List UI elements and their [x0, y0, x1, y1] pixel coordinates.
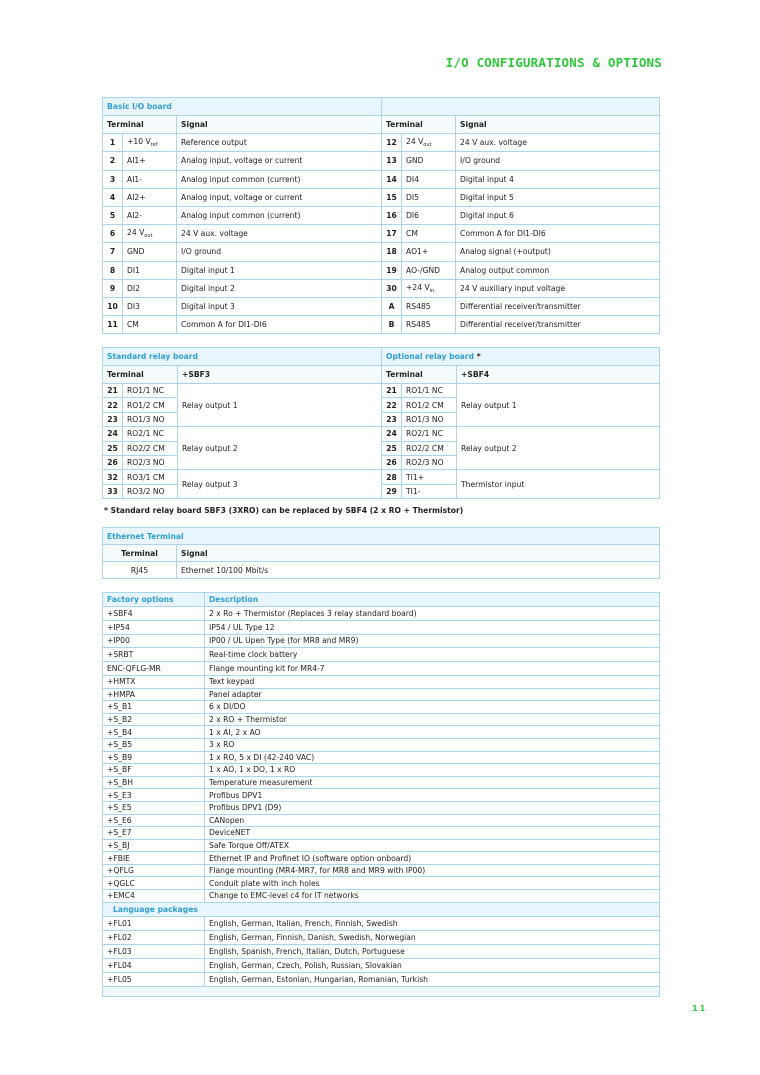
relay-terminal: RO1/2 CM [402, 398, 457, 412]
option-row [103, 607, 660, 621]
io-row [103, 243, 660, 261]
option-description: English, Spanish, French, Italian, Dutch, Portuguese [205, 944, 660, 958]
relay-num: 32 [103, 470, 123, 484]
option-description: IP00 / UL Upen Type (for MR8 and MR9) [205, 634, 660, 648]
option-description: Change to EMC-level c4 for IT networks [205, 890, 660, 903]
option-code: +S_E6 [103, 814, 205, 827]
basic-io-table [102, 97, 660, 334]
option-code: +S_BJ [103, 839, 205, 852]
option-code: +S_B5 [103, 738, 205, 751]
io-terminal-number: 4 [103, 188, 123, 206]
option-row [103, 738, 660, 751]
io-signal-description: Digital input 4 [456, 170, 660, 188]
io-terminal-header-left: Terminal [103, 116, 177, 134]
relay-boards-table [102, 347, 660, 499]
io-row [103, 152, 660, 170]
factory-options-table [102, 592, 660, 997]
option-description: DeviceNET [205, 827, 660, 840]
relay-num: 29 [382, 484, 402, 498]
relay-num: 28 [382, 470, 402, 484]
io-signal-description: 24 V aux. voltage [456, 134, 660, 152]
option-description: 2 x RO + Thermistor [205, 713, 660, 726]
relay-terminal: RO1/1 NC [402, 384, 457, 398]
io-terminal-number: B [382, 316, 402, 334]
option-code: +EMC4 [103, 890, 205, 903]
option-row [103, 675, 660, 688]
io-signal-description: Digital input 2 [177, 279, 382, 297]
option-code: +S_E7 [103, 827, 205, 840]
io-terminal-name: AI2- [123, 206, 177, 224]
io-signal-description: Reference output [177, 134, 382, 152]
option-code: +QGLC [103, 877, 205, 890]
option-description: 1 x RO, 5 x DI (42-240 VAC) [205, 751, 660, 764]
basic-io-section-blank [382, 98, 660, 116]
io-terminal-number: 17 [382, 225, 402, 243]
io-row [103, 297, 660, 315]
io-signal-header-right: Signal [456, 116, 660, 134]
option-code: +FL03 [103, 944, 205, 958]
ethernet-terminal-header: Terminal [103, 545, 177, 562]
option-code: +FL05 [103, 972, 205, 986]
io-terminal-name: GND [123, 243, 177, 261]
option-code: +HMPA [103, 688, 205, 701]
io-row [103, 206, 660, 224]
option-code: +S_BH [103, 776, 205, 789]
relay-terminal: RO3/1 CM [123, 470, 178, 484]
io-terminal-number: 3 [103, 170, 123, 188]
standard-relay-section-title: Standard relay board [103, 348, 382, 366]
option-description: Safe Torque Off/ATEX [205, 839, 660, 852]
io-terminal-name: AI2+ [123, 188, 177, 206]
option-row [103, 662, 660, 676]
io-terminal-number: 6 [103, 225, 123, 243]
option-row [103, 916, 660, 930]
relay-num: 24 [103, 427, 123, 441]
io-terminal-name: RS485 [402, 316, 456, 334]
option-code: +HMTX [103, 675, 205, 688]
option-row [103, 713, 660, 726]
io-terminal-name: DI6 [402, 206, 456, 224]
io-signal-description: Analog input common (current) [177, 206, 382, 224]
option-description: Panel adapter [205, 688, 660, 701]
option-code: +FBIE [103, 852, 205, 865]
option-code: +FL04 [103, 958, 205, 972]
io-terminal-name: DI5 [402, 188, 456, 206]
io-row [103, 279, 660, 297]
option-row [103, 726, 660, 739]
option-code: ENC-QFLG-MR [103, 662, 205, 676]
relay-terminal: RO2/2 CM [123, 441, 178, 455]
io-row [103, 225, 660, 243]
option-row [103, 864, 660, 877]
relay-group-label: Relay output 2 [178, 427, 382, 470]
option-code: +S_BF [103, 764, 205, 777]
relay-num: 21 [382, 384, 402, 398]
io-signal-description: Digital input 5 [456, 188, 660, 206]
io-terminal-header-right: Terminal [382, 116, 456, 134]
option-code: +S_B9 [103, 751, 205, 764]
option-row [103, 701, 660, 714]
option-row [103, 890, 660, 903]
relay-terminal: RO1/3 NO [402, 412, 457, 426]
io-terminal-number: 15 [382, 188, 402, 206]
option-row [103, 620, 660, 634]
io-terminal-name: AO1+ [402, 243, 456, 261]
ethernet-signal-value: Ethernet 10/100 Mbit/s [177, 562, 660, 579]
option-code: +IP00 [103, 634, 205, 648]
option-code: +S_E3 [103, 789, 205, 802]
option-code: +FL02 [103, 930, 205, 944]
io-row [103, 170, 660, 188]
page-number: 11 [692, 1004, 708, 1013]
io-terminal-number: 2 [103, 152, 123, 170]
option-row [103, 814, 660, 827]
relay-group-label: Relay output 2 [457, 427, 660, 470]
io-terminal-number: A [382, 297, 402, 315]
io-signal-description: 24 V auxiliary input voltage [456, 279, 660, 297]
relay-terminal: RO1/3 NO [123, 412, 178, 426]
option-description: IP54 / UL Type 12 [205, 620, 660, 634]
relay-num: 25 [382, 441, 402, 455]
io-signal-description: I/O ground [456, 152, 660, 170]
io-terminal-number: 11 [103, 316, 123, 334]
io-terminal-name: 24 $V_{out}$ [123, 225, 177, 243]
description-header: Description [205, 593, 660, 607]
io-terminal-name: AI1+ [123, 152, 177, 170]
io-signal-description: Common A for DI1-DI6 [177, 316, 382, 334]
option-row [103, 751, 660, 764]
relay-terminal: RO1/2 CM [123, 398, 178, 412]
relay-footnote: * Standard relay board SBF3 (3XRO) can be replaced by SBF4 (2 x RO + Thermistor) [104, 506, 464, 515]
io-row [103, 261, 660, 279]
relay-terminal: TI1+ [402, 470, 457, 484]
option-description: English, German, Italian, French, Finnish, Swedish [205, 916, 660, 930]
option-row [103, 688, 660, 701]
option-row [103, 877, 660, 890]
io-terminal-number: 30 [382, 279, 402, 297]
option-code: +S_B2 [103, 713, 205, 726]
relay-group-label: Relay output 3 [178, 470, 382, 499]
io-terminal-number: 9 [103, 279, 123, 297]
option-description: Flange mounting kit for MR4-7 [205, 662, 660, 676]
relay-terminal-header-left: Terminal [103, 366, 178, 384]
io-terminal-number: 16 [382, 206, 402, 224]
relay-num: 22 [382, 398, 402, 412]
io-terminal-name: AO-/GND [402, 261, 456, 279]
relay-num: 24 [382, 427, 402, 441]
io-terminal-number: 7 [103, 243, 123, 261]
relay-num: 26 [103, 455, 123, 469]
relay-terminal: RO2/1 NC [402, 427, 457, 441]
io-terminal-number: 19 [382, 261, 402, 279]
io-terminal-name: AI1- [123, 170, 177, 188]
option-row [103, 839, 660, 852]
option-code: +FL01 [103, 916, 205, 930]
io-terminal-number: 5 [103, 206, 123, 224]
io-terminal-number: 13 [382, 152, 402, 170]
io-terminal-name: +24 $V_{in}$ [402, 279, 456, 297]
io-terminal-number: 14 [382, 170, 402, 188]
option-code: +QFLG [103, 864, 205, 877]
option-row [103, 852, 660, 865]
io-terminal-name: DI4 [402, 170, 456, 188]
option-code: +SBF4 [103, 607, 205, 621]
io-terminal-name: GND [402, 152, 456, 170]
option-description: Text keypad [205, 675, 660, 688]
io-signal-description: Analog signal (+output) [456, 243, 660, 261]
option-description: Temperature measurement [205, 776, 660, 789]
option-description: Real-time clock battery [205, 648, 660, 662]
io-signal-description: Differential receiver/transmitter [456, 316, 660, 334]
option-description: Profibus DPV1 (D9) [205, 801, 660, 814]
relay-terminal: RO2/2 CM [402, 441, 457, 455]
io-signal-description: Analog output common [456, 261, 660, 279]
io-terminal-name: DI2 [123, 279, 177, 297]
option-row [103, 648, 660, 662]
option-description: 1 x AI, 2 x AO [205, 726, 660, 739]
io-signal-description: Common A for DI1-DI6 [456, 225, 660, 243]
io-terminal-number: 12 [382, 134, 402, 152]
option-row [103, 827, 660, 840]
option-description: English, German, Czech, Polish, Russian, Slovakian [205, 958, 660, 972]
relay-terminal: RO2/3 NO [402, 455, 457, 469]
relay-group-label: Relay output 1 [457, 384, 660, 427]
option-description: 6 x DI/DO [205, 701, 660, 714]
option-row [103, 634, 660, 648]
option-description: English, German, Estonian, Hungarian, Romanian, Turkish [205, 972, 660, 986]
relay-terminal: RO3/2 NO [123, 484, 178, 498]
option-code: +S_E5 [103, 801, 205, 814]
io-signal-description: 24 V aux. voltage [177, 225, 382, 243]
relay-terminal-header-right: Terminal [382, 366, 457, 384]
io-terminal-name: CM [123, 316, 177, 334]
sbf4-header: +SBF4 [457, 366, 660, 384]
option-description: 2 x Ro + Thermistor (Replaces 3 relay standard board) [205, 607, 660, 621]
option-description: English, German, Finnish, Danish, Swedish, Norwegian [205, 930, 660, 944]
io-terminal-number: 1 [103, 134, 123, 152]
option-description: CANopen [205, 814, 660, 827]
option-row [103, 764, 660, 777]
option-code: +SRBT [103, 648, 205, 662]
page-title: I/O CONFIGURATIONS & OPTIONS [445, 55, 662, 70]
io-terminal-name: +10 $V_{ref}$ [123, 134, 177, 152]
option-row [103, 944, 660, 958]
option-code: +S_B4 [103, 726, 205, 739]
io-row [103, 188, 660, 206]
table-end-blank [103, 986, 660, 996]
relay-terminal: RO2/3 NO [123, 455, 178, 469]
relay-terminal: RO2/1 NC [123, 427, 178, 441]
io-signal-description: Digital input 3 [177, 297, 382, 315]
io-signal-description: Digital input 6 [456, 206, 660, 224]
relay-terminal: TI1- [402, 484, 457, 498]
io-terminal-name: RS485 [402, 297, 456, 315]
option-code: +IP54 [103, 620, 205, 634]
ethernet-signal-header: Signal [177, 545, 660, 562]
option-code: +S_B1 [103, 701, 205, 714]
relay-num: 25 [103, 441, 123, 455]
io-signal-description: Analog input common (current) [177, 170, 382, 188]
ethernet-terminal-value: RJ45 [103, 562, 177, 579]
io-signal-description: I/O ground [177, 243, 382, 261]
option-description: Flange mounting (MR4-MR7, for MR8 and MR9 with IP00) [205, 864, 660, 877]
option-description: Conduit plate with inch holes [205, 877, 660, 890]
option-row [103, 789, 660, 802]
relay-num: 23 [382, 412, 402, 426]
io-signal-description: Analog input, voltage or current [177, 188, 382, 206]
factory-options-header: Factory options [103, 593, 205, 607]
io-signal-description: Differential receiver/transmitter [456, 297, 660, 315]
option-row [103, 930, 660, 944]
relay-num: 21 [103, 384, 123, 398]
relay-num: 22 [103, 398, 123, 412]
language-packages-section-title: Language packages [103, 902, 660, 916]
option-row [103, 776, 660, 789]
option-description: Profibus DPV1 [205, 789, 660, 802]
relay-group-label: Relay output 1 [178, 384, 382, 427]
relay-group-label: Thermistor input [457, 470, 660, 499]
option-description: 1 x AO, 1 x DO, 1 x RO [205, 764, 660, 777]
option-row [103, 958, 660, 972]
io-terminal-name: 24 $V_{out}$ [402, 134, 456, 152]
option-row [103, 972, 660, 986]
relay-terminal: RO1/1 NC [123, 384, 178, 398]
option-description: Ethernet IP and Profinet IO (software option onboard) [205, 852, 660, 865]
option-row [103, 801, 660, 814]
option-description: 3 x RO [205, 738, 660, 751]
io-row [103, 316, 660, 334]
io-signal-header-left: Signal [177, 116, 382, 134]
relay-num: 33 [103, 484, 123, 498]
io-row [103, 134, 660, 152]
io-signal-description: Analog input, voltage or current [177, 152, 382, 170]
io-terminal-number: 10 [103, 297, 123, 315]
io-terminal-number: 8 [103, 261, 123, 279]
ethernet-section-title: Ethernet Terminal [103, 528, 660, 545]
optional-relay-section-title: Optional relay board * [382, 348, 660, 366]
relay-num: 26 [382, 455, 402, 469]
ethernet-terminal-table [102, 527, 660, 579]
basic-io-section-title: Basic I/O board [103, 98, 382, 116]
io-terminal-name: DI1 [123, 261, 177, 279]
io-terminal-name: DI3 [123, 297, 177, 315]
io-signal-description: Digital input 1 [177, 261, 382, 279]
sbf3-header: +SBF3 [178, 366, 382, 384]
relay-num: 23 [103, 412, 123, 426]
io-terminal-number: 18 [382, 243, 402, 261]
io-terminal-name: CM [402, 225, 456, 243]
